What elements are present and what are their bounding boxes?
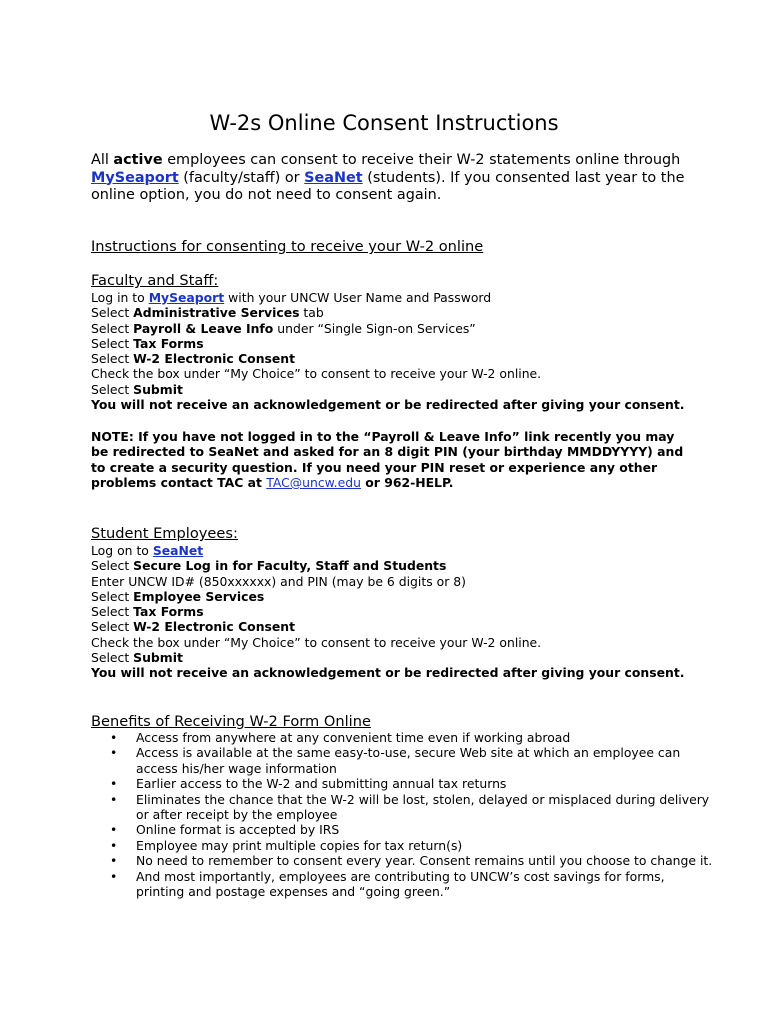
benefit-item bbox=[110, 745, 716, 776]
student-step bbox=[91, 619, 711, 634]
faculty-step bbox=[91, 382, 711, 397]
step-text: Select bbox=[91, 650, 134, 666]
benefit-text: Online format is accepted by IRS bbox=[136, 822, 340, 838]
benefits-list bbox=[91, 730, 716, 899]
faculty-steps bbox=[91, 290, 711, 412]
student-step: Check the box under “My Choice” to consent to receive your W-2 online. bbox=[91, 634, 542, 650]
step-bold: Submit bbox=[133, 650, 183, 666]
benefit-item bbox=[110, 868, 716, 900]
benefit-text: Eliminates the chance that the W-2 will be lost, stolen, delayed or misplaced during delivery or after receipt by the employee bbox=[136, 791, 710, 823]
step-text: Select bbox=[91, 320, 134, 336]
benefit-item bbox=[110, 822, 716, 838]
intro-text: (students). If you consented last year to the online option, you do not need to consent again. bbox=[91, 169, 685, 203]
step-text: tab bbox=[299, 305, 324, 321]
student-step bbox=[91, 558, 711, 573]
step-bold: Employee Services bbox=[133, 588, 265, 604]
faculty-heading-text: Faculty and Staff bbox=[91, 272, 214, 289]
bullet-icon: • bbox=[110, 791, 118, 807]
seanet-link[interactable]: SeaNet bbox=[304, 169, 363, 186]
faculty-warning bbox=[91, 397, 711, 412]
intro-text: (faculty/staff) or bbox=[178, 169, 305, 186]
intro-active: active bbox=[113, 152, 163, 168]
step-text: Select bbox=[91, 305, 134, 321]
student-step bbox=[91, 543, 711, 558]
benefit-item bbox=[110, 730, 716, 745]
step-text: Select bbox=[91, 558, 134, 574]
seanet-link[interactable]: SeaNet bbox=[152, 543, 204, 558]
bullet-icon: • bbox=[110, 853, 118, 869]
benefits-heading: Benefits of Receiving W-2 Form Online bbox=[91, 713, 371, 730]
benefit-text: Access from anywhere at any convenient time even if working abroad bbox=[136, 730, 571, 745]
benefit-text: Access is available at the same easy-to-use, secure Web site at which an employee can access his/her wage information bbox=[136, 745, 681, 776]
bullet-icon: • bbox=[110, 837, 118, 853]
step-text: Select bbox=[91, 619, 134, 635]
step-bold: Secure Log in for Faculty, Staff and Students bbox=[133, 558, 447, 574]
step-bold: Submit bbox=[133, 381, 183, 397]
faculty-heading bbox=[91, 272, 218, 289]
intro-text: employees can consent to receive their W-2 statements online through bbox=[162, 152, 681, 168]
warning-text: You will not receive an acknowledgement or be redirected after giving your consent. bbox=[91, 397, 685, 413]
benefit-text: Earlier access to the W-2 and submitting annual tax returns bbox=[136, 776, 507, 792]
step-text: Select bbox=[91, 381, 134, 397]
step-bold: Tax Forms bbox=[133, 604, 204, 620]
step-text: under “Single Sign-on Services” bbox=[273, 320, 476, 336]
bullet-icon: • bbox=[110, 868, 118, 884]
faculty-step bbox=[91, 290, 711, 305]
faculty-heading-colon: : bbox=[213, 272, 219, 289]
student-warning bbox=[91, 665, 711, 680]
warning-text: You will not receive an acknowledgement or be redirected after giving your consent. bbox=[91, 665, 685, 681]
benefit-item bbox=[110, 837, 716, 853]
intro-text: All bbox=[91, 152, 114, 168]
step-bold: Payroll & Leave Info bbox=[133, 320, 274, 336]
note-text: NOTE: If you have not logged in to the “Payroll & Leave Info” link recently you may be redirected to SeaNet and asked for an 8 digit PIN (your birthday MMDDYYYY) and to create a security question. If you need your PIN reset or experience any other problems contact TAC at bbox=[91, 429, 684, 490]
bullet-icon: • bbox=[110, 730, 118, 745]
step-bold: Tax Forms bbox=[133, 335, 204, 351]
note-text: or 962-HELP. bbox=[360, 474, 454, 490]
intro-paragraph bbox=[91, 152, 691, 205]
student-step bbox=[91, 650, 711, 665]
faculty-step bbox=[91, 321, 711, 336]
faculty-step bbox=[91, 351, 711, 366]
pin-note bbox=[91, 429, 691, 490]
step-text: Select bbox=[91, 588, 134, 604]
myseaport-link[interactable]: MySeaport bbox=[91, 169, 179, 186]
instructions-heading: Instructions for consenting to receive your W-2 online bbox=[91, 238, 484, 255]
step-text: with your UNCW User Name and Password bbox=[224, 290, 492, 305]
benefit-item bbox=[110, 776, 716, 792]
step-text: Log in to bbox=[91, 290, 149, 305]
step-text: Log on to bbox=[91, 543, 153, 558]
benefit-item bbox=[110, 853, 716, 869]
student-step bbox=[91, 604, 711, 619]
benefit-item bbox=[110, 791, 716, 823]
bullet-icon: • bbox=[110, 745, 118, 761]
step-text: Select bbox=[91, 335, 134, 351]
student-heading: Student Employees: bbox=[91, 525, 238, 542]
step-text: Select bbox=[91, 604, 134, 620]
faculty-step bbox=[91, 305, 711, 320]
step-bold: Administrative Services bbox=[133, 305, 300, 321]
faculty-step: Check the box under “My Choice” to consent to receive your W-2 online. bbox=[91, 366, 542, 382]
benefit-text: And most importantly, employees are contributing to UNCW’s cost savings for forms, printing and postage expenses and “going green.” bbox=[136, 868, 665, 900]
student-step: Enter UNCW ID# (850xxxxxx) and PIN (may be 6 digits or 8) bbox=[91, 573, 466, 589]
step-text: Select bbox=[91, 351, 134, 367]
myseaport-link[interactable]: MySeaport bbox=[148, 290, 225, 305]
page-title: W-2s Online Consent Instructions bbox=[209, 111, 559, 135]
faculty-step bbox=[91, 336, 711, 351]
bullet-icon: • bbox=[110, 776, 118, 792]
step-bold: W-2 Electronic Consent bbox=[133, 351, 296, 367]
student-step bbox=[91, 589, 711, 604]
benefit-text: No need to remember to consent every year. Consent remains until you choose to change it. bbox=[136, 853, 713, 869]
tac-email-link[interactable]: TAC@uncw.edu bbox=[266, 474, 361, 490]
bullet-icon: • bbox=[110, 822, 118, 838]
benefit-text: Employee may print multiple copies for tax return(s) bbox=[136, 837, 463, 853]
step-bold: W-2 Electronic Consent bbox=[133, 619, 296, 635]
student-steps bbox=[91, 543, 711, 681]
